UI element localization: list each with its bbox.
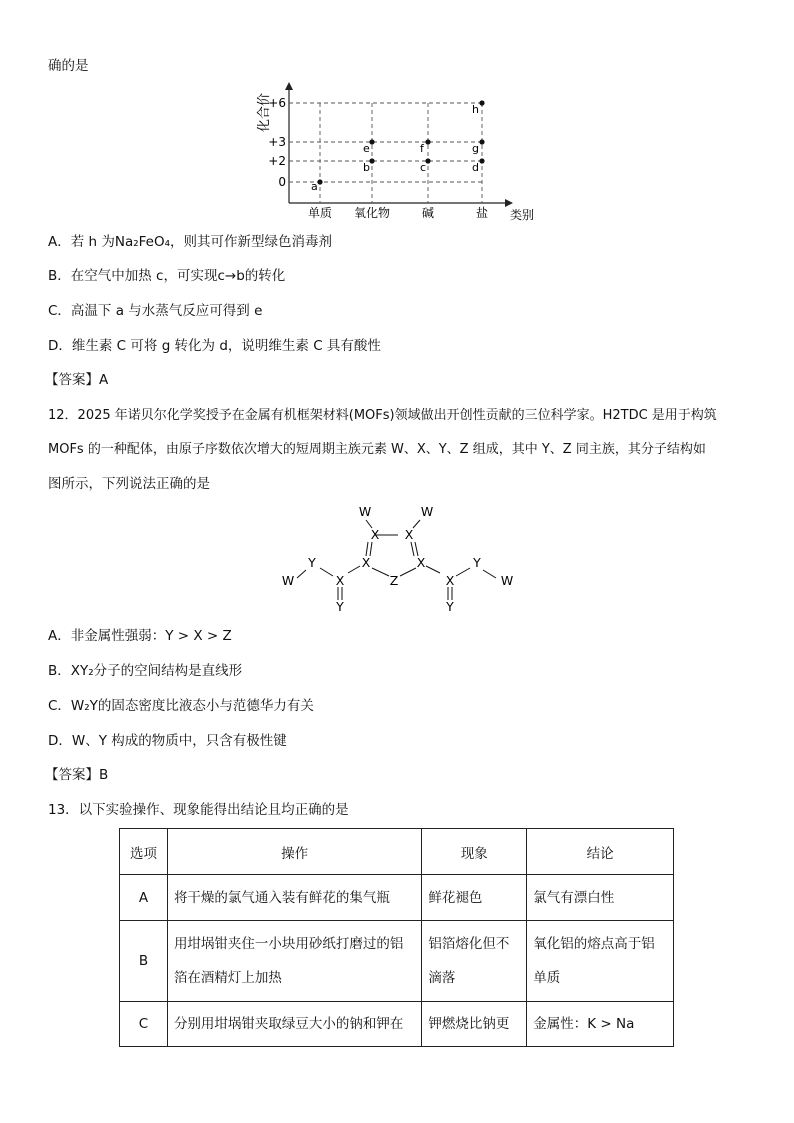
point-e	[369, 139, 374, 144]
atom-X: X	[404, 527, 414, 542]
q11-option-a: A．若 h 为Na₂FeO₄，则其可作新型绿色消毒剂	[48, 234, 333, 250]
x-category: 单质	[307, 206, 333, 220]
point-label: b	[363, 161, 370, 174]
cell-operation: 用坩埚钳夹住一小块用砂纸打磨过的铝箔在酒精灯上加热	[167, 921, 421, 1002]
atom-Z: Z	[389, 573, 399, 588]
atom-X: X	[416, 555, 426, 570]
x-category: 氧化物	[353, 206, 391, 220]
y-tick: +6	[268, 96, 286, 110]
y-axis-label: 化合价	[257, 92, 272, 132]
cell-operation: 将干燥的氯气通入装有鲜花的集气瓶	[167, 875, 421, 921]
q12-option-a: A．非金属性强弱：Y > X > Z	[48, 628, 232, 644]
header-phenomenon: 现象	[422, 829, 527, 875]
point-c	[425, 158, 430, 163]
q11-option-b: B．在空气中加热 c，可实现c→b的转化	[48, 268, 286, 284]
atom-Y: Y	[308, 555, 316, 570]
point-b	[369, 158, 374, 163]
point-label: d	[472, 161, 479, 174]
q12-option-d: D．W、Y 构成的物质中，只含有极性键	[48, 733, 287, 749]
q12-stem-line1: 12．2025 年诺贝尔化学奖授予在金属有机框架材料(MOFs)领域做出开创性贡献的三位科学家。H2TDC 是用于构筑	[48, 408, 717, 423]
atom-Y: Y	[446, 599, 454, 614]
x-category: 碱	[421, 206, 435, 220]
experiment-table	[119, 828, 674, 1047]
q12-stem-line3: 图所示，下列说法正确的是	[48, 476, 210, 492]
cell-conclusion: 氯气有漂白性	[527, 875, 674, 921]
q11-option-c: C．高温下 a 与水蒸气反应可得到 e	[48, 303, 263, 319]
atom-Y: Y	[473, 555, 481, 570]
q12-option-c: C．W₂Y的固态密度比液态小与范德华力有关	[48, 698, 314, 714]
y-tick: +3	[268, 135, 286, 149]
q11-option-d: D．维生素 C 可将 g 转化为 d，说明维生素 C 具有酸性	[48, 338, 381, 354]
table-header-row	[120, 829, 674, 875]
y-tick: +2	[268, 154, 286, 168]
cell-conclusion: 氧化铝的熔点高于铝单质	[527, 921, 674, 1002]
point-label: h	[472, 103, 479, 116]
intro-text: 确的是	[48, 58, 89, 74]
q13-stem: 13．以下实验操作、现象能得出结论且均正确的是	[48, 802, 349, 818]
point-label: e	[363, 142, 370, 155]
x-category: 盐	[475, 206, 489, 220]
cell-phenomenon: 铝箔熔化但不滴落	[422, 921, 527, 1002]
table-row	[120, 921, 674, 1002]
cell-conclusion: 金属性：K > Na	[527, 1002, 674, 1047]
cell-option: A	[120, 875, 168, 921]
molecule-structure	[297, 520, 496, 600]
cell-option: C	[120, 1002, 168, 1047]
atom-W: W	[420, 504, 434, 519]
atom-X: X	[370, 527, 380, 542]
table-row	[120, 875, 674, 921]
point-h	[479, 100, 484, 105]
q11-answer: 【答案】A	[45, 372, 109, 388]
cell-phenomenon: 钾燃烧比钠更	[422, 1002, 527, 1047]
cell-operation: 分别用坩埚钳夹取绿豆大小的钠和钾在	[167, 1002, 421, 1047]
point-label: f	[420, 142, 424, 155]
header-operation: 操作	[167, 829, 421, 875]
q12-stem-line2: MOFs 的一种配体，由原子序数依次增大的短周期主族元素 W、X、Y、Z 组成，其中 Y、Z 同主族，其分子结构如	[48, 442, 706, 457]
x-axis-label: 类别	[509, 208, 535, 222]
point-f	[425, 139, 430, 144]
atom-W: W	[281, 573, 295, 588]
q12-answer: 【答案】B	[45, 767, 109, 783]
cell-phenomenon: 鲜花褪色	[422, 875, 527, 921]
point-label: a	[311, 180, 318, 193]
table-row	[120, 1002, 674, 1047]
cell-option: B	[120, 921, 168, 1002]
header-option: 选项	[120, 829, 168, 875]
atom-X: X	[445, 573, 455, 588]
point-g	[479, 139, 484, 144]
atom-W: W	[358, 504, 372, 519]
atom-X: X	[335, 573, 345, 588]
atom-Y: Y	[336, 599, 344, 614]
atom-W: W	[500, 573, 514, 588]
point-a	[317, 179, 322, 184]
atom-X: X	[361, 555, 371, 570]
point-label: g	[472, 142, 479, 155]
q12-option-b: B．XY₂分子的空间结构是直线形	[48, 663, 243, 679]
point-label: c	[420, 161, 427, 174]
point-d	[479, 158, 484, 163]
y-tick: 0	[278, 175, 286, 189]
header-conclusion: 结论	[527, 829, 674, 875]
